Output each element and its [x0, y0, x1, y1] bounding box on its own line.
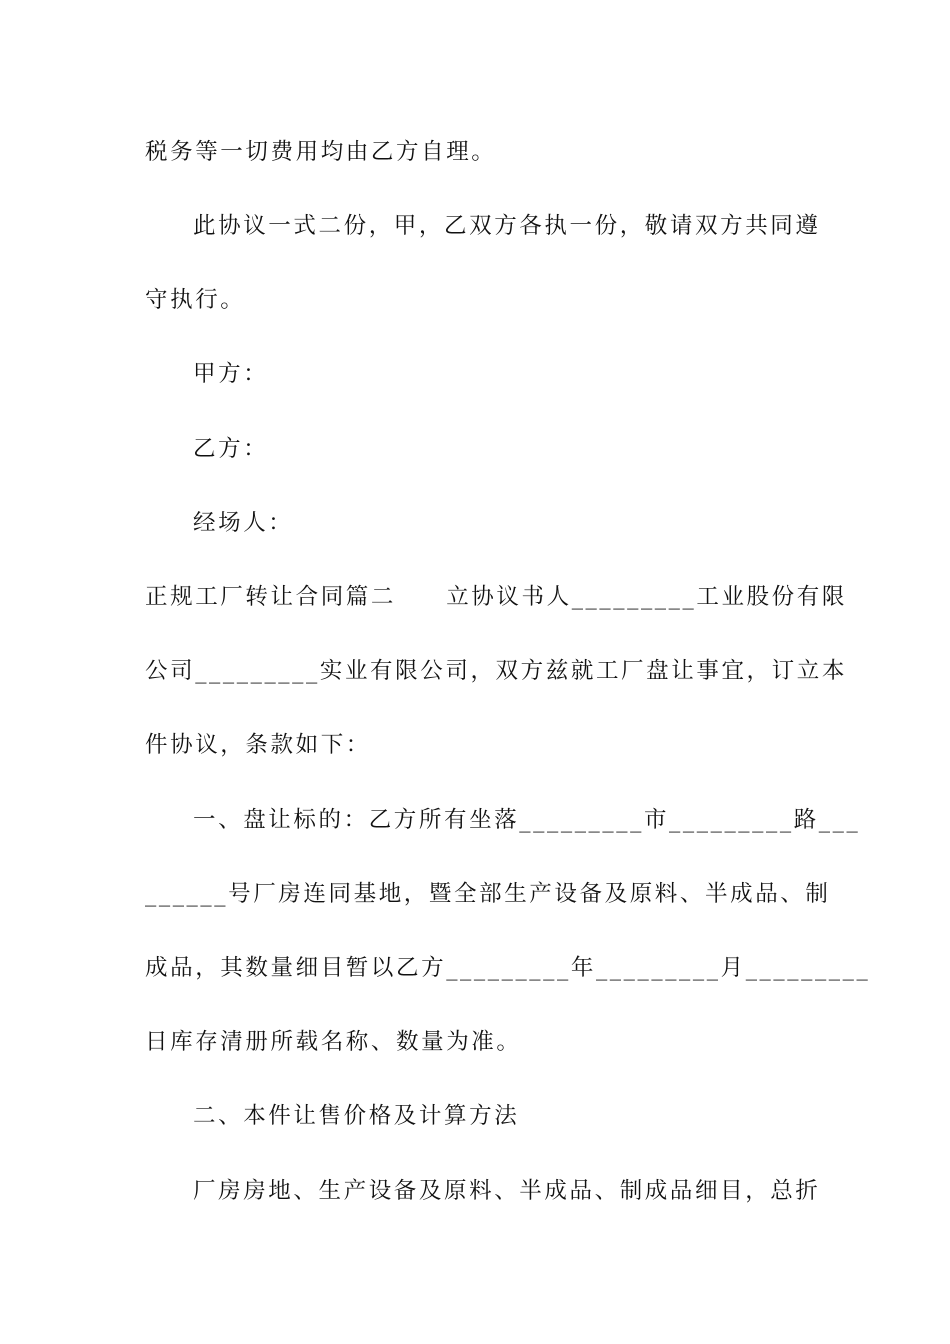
text-line: 日库存清册所载名称、数量为准。: [145, 1029, 522, 1055]
section-heading-line: 正规工厂转让合同篇二 立协议书人_________工业股份有限: [145, 584, 847, 610]
party-b-label: 乙方：: [193, 436, 269, 462]
handler-label: 经场人：: [193, 510, 294, 536]
text-line: 此协议一式二份，甲，乙双方各执一份，敬请双方共同遵: [193, 213, 821, 239]
clause-two-heading: 二、本件让售价格及计算方法: [193, 1103, 520, 1129]
text-line: 公司_________实业有限公司，双方兹就工厂盘让事宜，订立本: [145, 658, 847, 684]
text-line: 厂房房地、生产设备及原料、半成品、制成品细目，总折: [193, 1178, 821, 1204]
clause-one-line: 一、盘让标的：乙方所有坐落_________市_________路___: [193, 807, 861, 833]
party-a-label: 甲方：: [193, 361, 269, 387]
text-line: 守执行。: [145, 287, 246, 313]
text-line: 件协议，条款如下：: [145, 732, 371, 758]
text-line: 成品，其数量细目暂以乙方_________年_________月_________: [145, 955, 871, 981]
text-line: 税务等一切费用均由乙方自理。: [145, 139, 497, 165]
text-line: ______号厂房连同基地，暨全部生产设备及原料、半成品、制: [145, 881, 831, 907]
